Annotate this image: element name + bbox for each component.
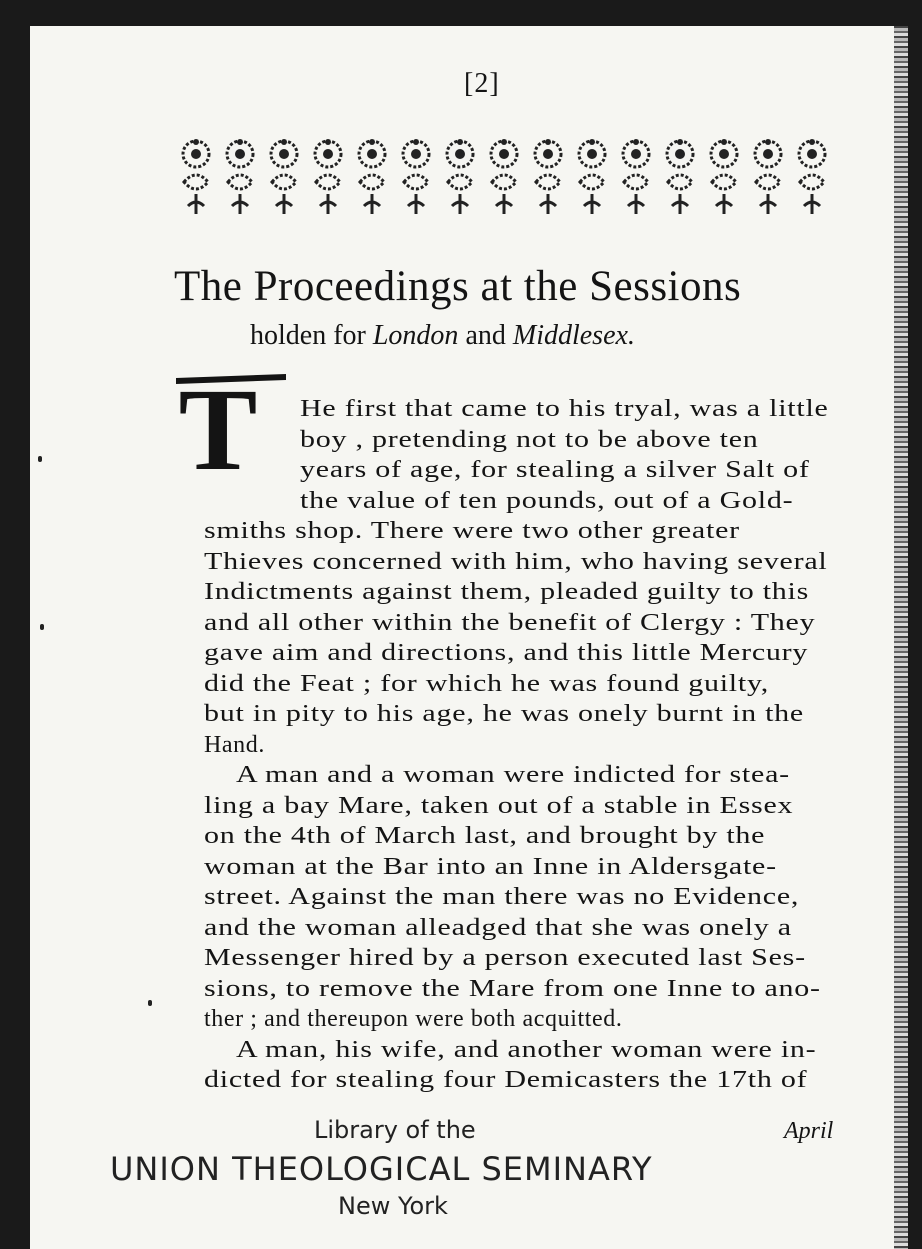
body-line: on the 4th of March last, and brought by the — [204, 823, 766, 849]
ornament-flower — [491, 139, 517, 214]
body-line: dicted for stealing four Demicasters the 17th of — [204, 1067, 808, 1093]
subtitle-place-london: London — [372, 320, 459, 351]
body-line: the value of ten pounds, out of a Gold- — [300, 487, 794, 514]
subtitle-connector: and — [458, 320, 513, 351]
ornament-flower — [403, 139, 429, 214]
body-line: sions, to remove the Mare from one Inne to ano- — [204, 975, 821, 1002]
ornament-flower — [535, 139, 561, 214]
page-number: [2] — [464, 68, 500, 99]
body-line: ther ; and thereupon were both acquitted. — [204, 1006, 623, 1032]
body-line: gave aim and directions, and this little Mercury — [204, 640, 809, 666]
ornament-flower — [623, 139, 649, 214]
ornament-flower — [271, 139, 297, 214]
ink-speck — [38, 456, 42, 462]
body-line: but in pity to his age, he was onely burnt in the — [204, 701, 804, 727]
ornament-flower — [579, 139, 605, 214]
body-line: A man and a woman were indicted for stea- — [236, 762, 790, 788]
body-line: smiths shop. There were two other greater — [204, 518, 740, 544]
ornament-flower — [359, 139, 385, 214]
ornament-band — [176, 130, 836, 222]
body-line: Messenger hired by a person executed last Ses- — [204, 945, 806, 971]
subtitle-prefix: holden for — [250, 320, 373, 351]
drop-cap: T — [178, 364, 258, 495]
body-line: Thieves concerned with him, who having several — [204, 548, 828, 575]
catchword: April — [784, 1118, 834, 1144]
body-line: ling a bay Mare, taken out of a stable in Essex — [204, 792, 794, 819]
body-line: years of age, for stealing a silver Salt of — [300, 457, 810, 483]
body-line: Hand. — [204, 731, 265, 758]
page-edge-shadow — [894, 26, 908, 1249]
body-line: A man, his wife, and another woman were in- — [236, 1036, 817, 1063]
ornament-flower — [447, 139, 473, 214]
subtitle-place-middlesex: Middlesex. — [512, 320, 635, 351]
body-line: and the woman alleadged that she was onely a — [204, 914, 792, 941]
ornament-flower — [667, 139, 693, 214]
ornament-flower — [711, 139, 737, 214]
ornament-flower — [183, 139, 209, 214]
ornament-flower — [799, 139, 825, 214]
body-line: Indictments against them, pleaded guilty to this — [204, 579, 810, 605]
body-line: woman at the Bar into an Inne in Aldersgate- — [204, 853, 777, 880]
ink-speck — [40, 624, 44, 630]
page-title: The Proceedings at the Sessions — [174, 263, 742, 310]
ornament-flower — [755, 139, 781, 214]
ink-speck — [148, 1000, 152, 1006]
library-stamp-line3: New York — [338, 1192, 448, 1220]
body-line: and all other within the benefit of Clergy : They — [204, 609, 816, 636]
body-line: He first that came to his tryal, was a little — [300, 396, 829, 422]
library-stamp-line2: UNION THEOLOGICAL SEMINARY — [110, 1150, 653, 1188]
ornament-flower — [227, 139, 253, 214]
page-subtitle — [250, 319, 810, 353]
body-line: street. Against the man there was no Evidence, — [204, 884, 800, 910]
library-stamp-line1: Library of the — [314, 1116, 476, 1144]
body-line: boy , pretending not to be above ten — [300, 426, 759, 453]
ornament-flower — [315, 139, 341, 214]
body-line: did the Feat ; for which he was found guilty, — [204, 670, 770, 697]
